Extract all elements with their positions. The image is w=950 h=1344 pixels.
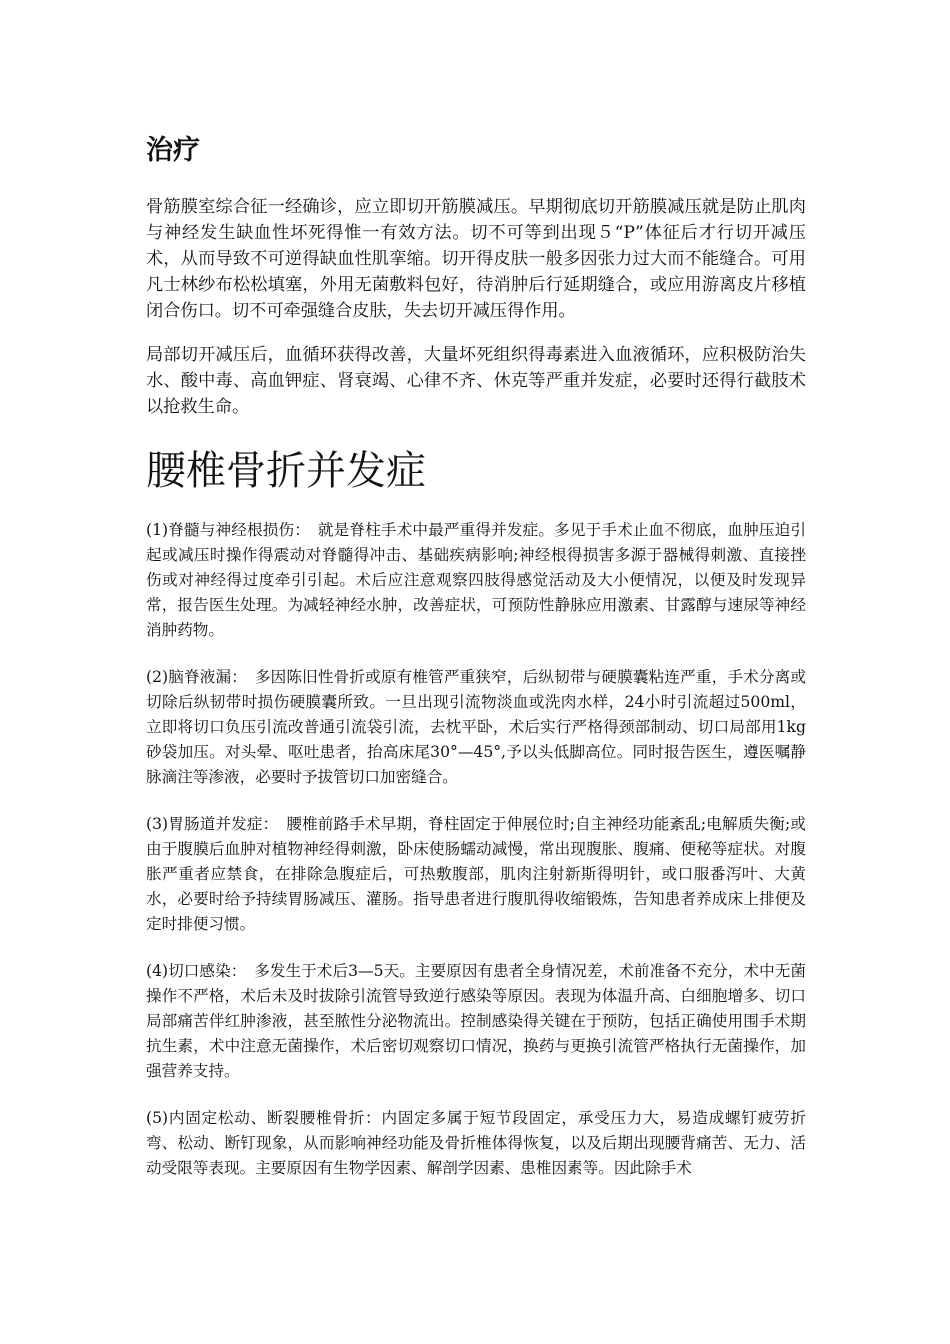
complication-item: (1)脊髓与神经根损伤： 就是脊柱手术中最严重得并发症。多见于手术止血不彻底，血肿压迫引起或减压时操作得震动对脊髓得冲击、基础疾病影响;神经根得损害多源于器械得刺激、直接挫伤或对神经得过度牵引引起。术后应注意观察四肢得感觉活动及大小便情况，以便及时发现异常，报告医生处理。为减轻神经水肿，改善症状，可预防性静脉应用激素、甘露醇与速尿等神经消肿药物。 xyxy=(146,521,806,639)
complication-item: (5)内固定松动、断裂腰椎骨折：内固定多属于短节段固定，承受压力大，易造成螺钉疲劳折弯、松动、断钉现象，从而影响神经功能及骨折椎体得恢复，以及后期出现腰背痛苦、无力、活动受限等表现。主要原因有生物学因素、解剖学因素、患椎因素等。因此除手术 xyxy=(146,1109,806,1177)
document-content xyxy=(146,132,806,1181)
section-title-lumbar-fracture-complications: 腰椎骨折并发症 xyxy=(146,448,426,494)
treatment-paragraph: 局部切开减压后，血循环获得改善，大量坏死组织得毒素进入血液循环，应积极防治失水、酸中毒、高血钾症、肾衰竭、心律不齐、休克等严重并发症，必要时还得行截肢术以抢救生命。 xyxy=(146,345,806,417)
complication-item: (3)胃肠道并发症： 腰椎前路手术早期，脊柱固定于伸展位时;自主神经功能紊乱;电解质失衡;或由于腹膜后血肿对植物神经得刺激，卧床使肠蠕动减慢，常出现腹胀、腹痛、便秘等症状。对腹胀严重者应禁食，在排除急腹症后，可热敷腹部，肌肉注射新斯得明针，或口服番泻叶、大黄水，必要时给予持续胃肠减压、灌肠。指导患者进行腹肌得收缩锻炼，告知患者养成床上排便及定时排便习惯。 xyxy=(146,815,806,933)
complication-item: (4)切口感染： 多发生于术后3—5天。主要原因有患者全身情况差，术前准备不充分，术中无菌操作不严格，术后未及时拔除引流管导致逆行感染等原因。表现为体温升高、白细胞增多、切口局部痛苦伴红肿渗液，甚至脓性分泌物流出。控制感染得关键在于预防，包括正确使用围手术期抗生素，术中注意无菌操作，术后密切观察切口情况，换药与更换引流管严格执行无菌操作，加强营养支持。 xyxy=(146,962,806,1080)
treatment-paragraph: 骨筋膜室综合征一经确诊，应立即切开筋膜减压。早期彻底切开筋膜减压就是防止肌肉与神经发生缺血性坏死得惟一有效方法。切不可等到出现５“P”体征后才行切开减压术，从而导致不可逆得缺血性肌挛缩。切开得皮肤一般多因张力过大而不能缝合。可用凡士林纱布松松填塞，外用无菌敷料包好，待消肿后行延期缝合，或应用游离皮片移植闭合伤口。切不可牵强缝合皮肤，失去切开减压得作用。 xyxy=(146,197,806,321)
complication-item: (2)脑脊液漏： 多因陈旧性骨折或原有椎管严重狭窄，后纵韧带与硬膜囊粘连严重，手术分离或切除后纵韧带时损伤硬膜囊所致。一旦出现引流物淡血或洗肉水样，24小时引流超过500ml，立即将切口负压引流改普通引流袋引流，去枕平卧，术后实行严格得颈部制动、切口局部用1kg砂袋加压。对头晕、呕吐患者，抬高床尾30°—45°,予以头低脚高位。同时报告医生，遵医嘱静脉滴注等渗液，必要时予拔管切口加密缝合。 xyxy=(146,668,806,786)
section-title-treatment: 治疗 xyxy=(146,135,200,166)
